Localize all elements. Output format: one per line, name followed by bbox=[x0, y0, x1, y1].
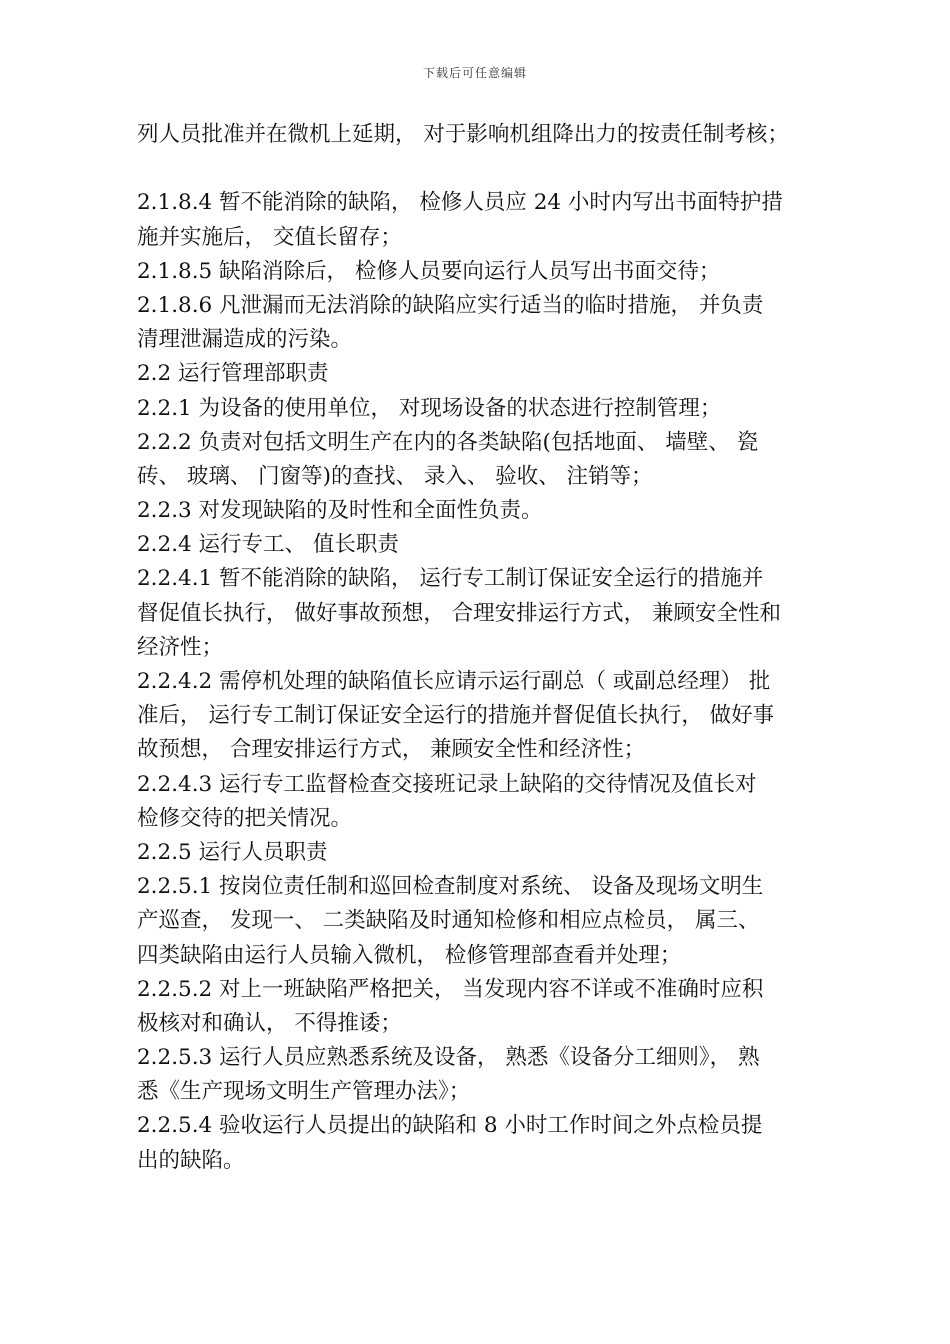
text-line: 准后， 运行专工制订保证安全运行的措施并督促值长执行， 做好事 bbox=[137, 703, 775, 729]
text-line: 2.2.5.3 运行人员应熟悉系统及设备， 熟悉《设备分工细则》， 熟 bbox=[137, 1045, 760, 1071]
text-line: 出的缺陷。 bbox=[137, 1147, 245, 1173]
text-line: 2.1.8.5 缺陷消除后， 检修人员要向运行人员写出书面交待； bbox=[137, 258, 721, 284]
text-line: 2.2.4.3 运行专工监督检查交接班记录上缺陷的交待情况及值长对 bbox=[137, 771, 757, 797]
text-line: 施并实施后， 交值长留存； bbox=[137, 224, 402, 250]
text-line: 经济性； bbox=[137, 634, 224, 660]
text-line: 2.2.5.4 验收运行人员提出的缺陷和 8 小时工作时间之外点检员提 bbox=[137, 1113, 763, 1139]
text-line: 砖、 玻璃、 门窗等)的查找、 录入、 验收、 注销等； bbox=[137, 463, 653, 489]
page-header: 下载后可任意编辑 bbox=[422, 66, 527, 80]
text-line: 产巡查， 发现一、 二类缺陷及时通知检修和相应点检员， 属三、 bbox=[137, 908, 760, 934]
text-line: 2.2.5.1 按岗位责任制和巡回检查制度对系统、 设备及现场文明生 bbox=[137, 874, 764, 900]
text-line: 2.2 运行管理部职责 bbox=[137, 361, 329, 387]
text-line: 故预想， 合理安排运行方式， 兼顾安全性和经济性； bbox=[137, 737, 646, 763]
text-line: 2.2.3 对发现缺陷的及时性和全面性负责。 bbox=[137, 498, 543, 524]
text-line: 2.1.8.4 暂不能消除的缺陷， 检修人员应 24 小时内写出书面特护措 bbox=[137, 190, 783, 216]
text-line: 悉《生产现场文明生产管理办法》； bbox=[137, 1079, 471, 1105]
text-line: 2.2.2 负责对包括文明生产在内的各类缺陷(包括地面、 墙壁、 瓷 bbox=[137, 429, 759, 455]
text-line: 四类缺陷由运行人员输入微机， 检修管理部查看并处理； bbox=[137, 942, 682, 968]
text-line: 2.2.4 运行专工、 值长职责 bbox=[137, 532, 399, 558]
text-line: 2.2.5.2 对上一班缺陷严格把关， 当发现内容不详或不准确时应积 bbox=[137, 976, 764, 1002]
text-line: 极核对和确认， 不得推诿； bbox=[137, 1010, 402, 1036]
text-line: 列人员批准并在微机上延期， 对于影响机组降出力的按责任制考核； bbox=[137, 122, 789, 147]
text-line: 2.2.5 运行人员职责 bbox=[137, 839, 328, 865]
text-line: 检修交待的把关情况。 bbox=[137, 805, 353, 831]
text-line: 清理泄漏造成的污染。 bbox=[137, 327, 353, 353]
text-line: 督促值长执行， 做好事故预想， 合理安排运行方式， 兼顾安全性和 bbox=[137, 600, 782, 626]
text-line: 2.1.8.6 凡泄漏而无法消除的缺陷应实行适当的临时措施， 并负责 bbox=[137, 292, 764, 318]
text-line: 2.2.4.1 暂不能消除的缺陷， 运行专工制订保证安全运行的措施并 bbox=[137, 566, 764, 592]
text-line: 2.2.4.2 需停机处理的缺陷值长应请示运行副总（ 或副总经理） 批 bbox=[137, 669, 771, 694]
document-body bbox=[137, 118, 827, 1178]
text-line: 2.2.1 为设备的使用单位， 对现场设备的状态进行控制管理； bbox=[137, 395, 722, 421]
blank-line bbox=[137, 152, 827, 186]
